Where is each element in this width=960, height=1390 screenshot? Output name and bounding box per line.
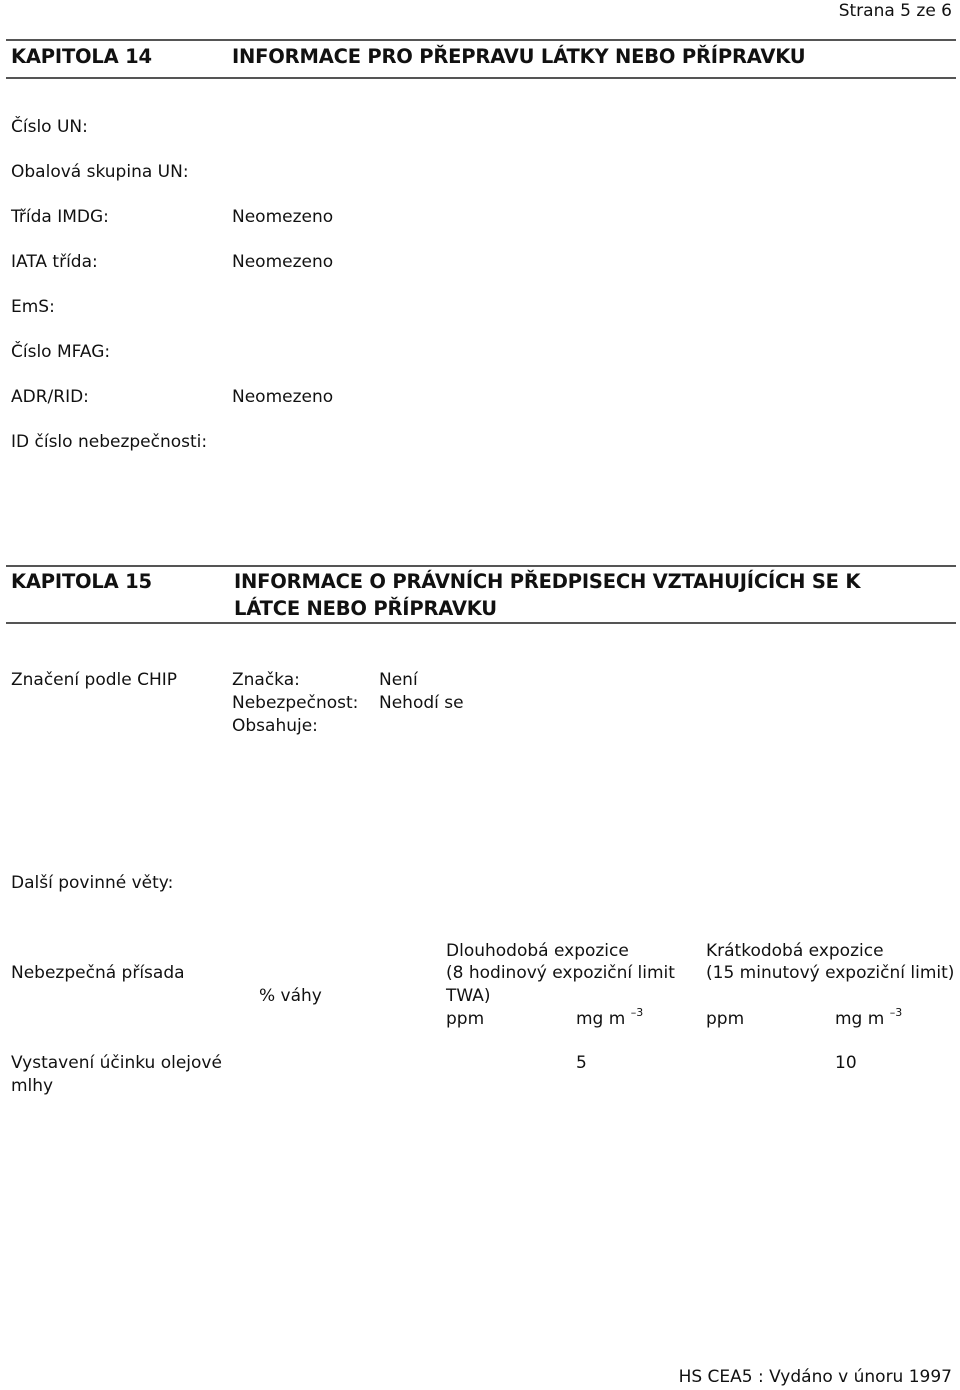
chip-row-value-hazard: Nehodí se <box>379 693 464 713</box>
unit-short-mg-exponent: –3 <box>889 1006 903 1019</box>
unit-short-mg-text: mg m <box>835 1009 885 1029</box>
unit-long-mg-exponent: –3 <box>630 1006 644 1019</box>
unit-long-mg-text: mg m <box>576 1009 626 1029</box>
unit-long-mg <box>576 1006 644 1029</box>
field-value-iata-class: Neomezeno <box>232 252 334 272</box>
section-14-top-rule <box>6 39 956 41</box>
field-label-iata-class: IATA třída: <box>11 252 98 272</box>
chip-row-value-symbol: Není <box>379 670 418 690</box>
col-header-long-term-3: TWA) <box>446 986 491 1006</box>
section-15-title-line-1: INFORMACE O PRÁVNÍCH PŘEDPISECH VZTAHUJÍCÍCH SE K <box>234 570 861 593</box>
page-number: Strana 5 ze 6 <box>838 1 952 21</box>
section-15-top-rule <box>6 565 956 567</box>
section-14-bottom-rule <box>6 77 956 79</box>
field-label-hazard-id: ID číslo nebezpečnosti: <box>11 432 208 452</box>
field-label-packing-group: Obalová skupina UN: <box>11 162 189 182</box>
field-label-imdg-class: Třída IMDG: <box>11 207 109 227</box>
col-header-short-term-1: Krátkodobá expozice <box>706 941 884 961</box>
chip-labelling-label: Značení podle CHIP <box>11 670 178 690</box>
other-mandatory-sentences: Další povinné věty: <box>11 873 174 893</box>
unit-long-ppm: ppm <box>446 1009 485 1029</box>
section-15-title-line-2: LÁTCE NEBO PŘÍPRAVKU <box>234 597 497 620</box>
row-ingredient-line-1: Vystavení účinku olejové <box>11 1053 222 1073</box>
field-label-mfag-number: Číslo MFAG: <box>11 342 111 362</box>
field-label-ems: EmS: <box>11 297 55 317</box>
section-15-chapter: KAPITOLA 15 <box>11 570 152 593</box>
chip-row-label-symbol: Značka: <box>232 670 300 690</box>
field-label-un-number: Číslo UN: <box>11 117 88 137</box>
footer-text: HS CEA5 : Vydáno v únoru 1997 <box>678 1367 952 1387</box>
chip-row-label-hazard: Nebezpečnost: <box>232 693 359 713</box>
field-value-adr-rid: Neomezeno <box>232 387 334 407</box>
unit-short-ppm: ppm <box>706 1009 745 1029</box>
section-15-bottom-rule <box>6 622 956 624</box>
row-long-mg: 5 <box>576 1053 587 1073</box>
field-value-imdg-class: Neomezeno <box>232 207 334 227</box>
col-header-long-term-2: (8 hodinový expoziční limit <box>446 963 675 983</box>
col-header-ingredient: Nebezpečná přísada <box>11 963 185 983</box>
section-14-title: INFORMACE PRO PŘEPRAVU LÁTKY NEBO PŘÍPRAVKU <box>232 45 806 68</box>
col-header-long-term-1: Dlouhodobá expozice <box>446 941 629 961</box>
chip-row-label-contains: Obsahuje: <box>232 716 318 736</box>
row-ingredient-line-2: mlhy <box>11 1076 54 1096</box>
row-short-mg: 10 <box>835 1053 857 1073</box>
section-14-chapter: KAPITOLA 14 <box>11 45 152 68</box>
unit-short-mg <box>835 1006 903 1029</box>
field-label-adr-rid: ADR/RID: <box>11 387 89 407</box>
col-header-weight: % váhy <box>259 986 322 1006</box>
col-header-short-term-2: (15 minutový expoziční limit) <box>706 963 955 983</box>
